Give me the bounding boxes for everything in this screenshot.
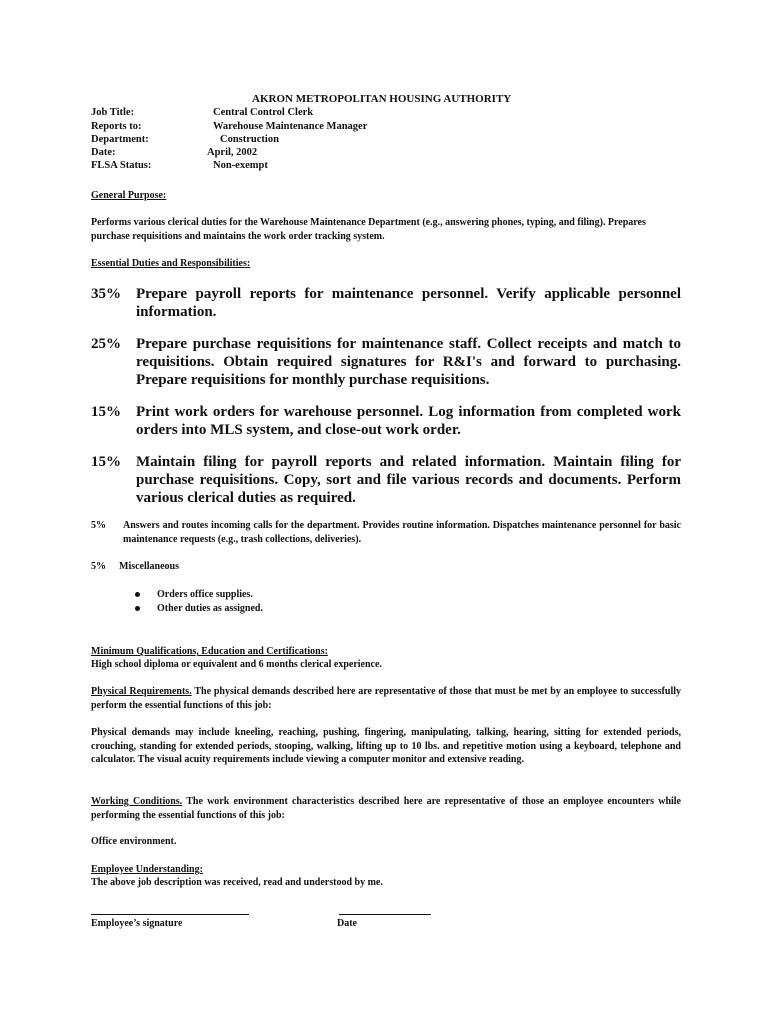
duty-percent: 5% bbox=[91, 520, 106, 531]
duty-percent: 5% bbox=[91, 561, 106, 572]
date-signature-line[interactable] bbox=[339, 914, 431, 915]
employee-signature-line[interactable] bbox=[91, 914, 249, 915]
working-text: Office environment. bbox=[91, 836, 177, 847]
duty-item bbox=[91, 285, 681, 321]
duty-item bbox=[91, 560, 681, 574]
duty-item bbox=[91, 519, 681, 546]
org-title: AKRON METROPOLITAN HOUSING AUTHORITY bbox=[252, 93, 512, 105]
reports-to-value: Warehouse Maintenance Manager bbox=[213, 121, 368, 132]
department-value: Construction bbox=[220, 134, 279, 145]
general-purpose-heading: General Purpose: bbox=[91, 190, 167, 201]
duty-text: Miscellaneous bbox=[119, 561, 179, 572]
job-title-label: Job Title: bbox=[91, 107, 135, 118]
duty-item bbox=[91, 335, 681, 389]
qualifications-heading: Minimum Qualifications, Education and Certifications: bbox=[91, 646, 328, 657]
working-intro: The work environment characteristics described here are representative of those an employee encounters while performing the essential functions of this job: bbox=[91, 796, 681, 821]
working-heading: Working Conditions. bbox=[91, 796, 183, 807]
list-item: Orders office supplies. bbox=[135, 588, 263, 602]
list-item: Other duties as assigned. bbox=[135, 602, 263, 616]
misc-bullet-list bbox=[135, 588, 263, 616]
reports-to-label: Reports to: bbox=[91, 121, 142, 132]
duty-text: Prepare purchase requisitions for maintenance staff. Collect receipts and match to requisitions. Obtain required signatures for R&I's and forward to purchasing. Prepare requisitions for monthly purchase requisitions. bbox=[136, 336, 681, 388]
general-purpose-text: Performs various clerical duties for the Warehouse Maintenance Department (e.g., answering phones, typing, and filing). Prepares purchase requisitions and maintains the work order tracking system. bbox=[91, 217, 646, 242]
duty-text: Prepare payroll reports for maintenance personnel. Verify applicable personnel information. bbox=[136, 286, 681, 320]
qualifications-text: High school diploma or equivalent and 6 months clerical experience. bbox=[91, 659, 382, 670]
flsa-label: FLSA Status: bbox=[91, 160, 152, 171]
duty-percent: 35% bbox=[91, 286, 121, 302]
job-title-value: Central Control Clerk bbox=[213, 107, 314, 118]
physical-intro: The physical demands described here are representative of those that must be met by an employee to successfully perform the essential functions of this job: bbox=[91, 686, 681, 711]
understanding-heading: Employee Understanding: bbox=[91, 864, 203, 875]
duty-percent: 15% bbox=[91, 404, 121, 420]
date-label: Date: bbox=[91, 147, 116, 158]
physical-heading: Physical Requirements. bbox=[91, 686, 192, 697]
duty-text: Print work orders for warehouse personnel. Log information from completed work orders into MLS system, and close-out work order. bbox=[136, 404, 681, 438]
duty-item bbox=[91, 453, 681, 507]
duty-percent: 25% bbox=[91, 336, 121, 352]
duty-text: Maintain filing for payroll reports and related information. Maintain filing for purchase requisitions. Copy, sort and file various records and documents. Perform various clerical duties as required. bbox=[136, 454, 681, 506]
date-value: April, 2002 bbox=[207, 147, 258, 158]
duties-heading: Essential Duties and Responsibilities: bbox=[91, 258, 251, 269]
duty-percent: 15% bbox=[91, 454, 121, 470]
physical-text: Physical demands may include kneeling, reaching, pushing, fingering, manipulating, talking, hearing, sitting for extended periods, crouching, standing for extended periods, stooping, walking, lifting up to 10 lbs. and repetitive motion using a keyboard, telephone and calculator. The visual acuity requirements include viewing a computer monitor and extensive reading. bbox=[91, 727, 681, 765]
duty-text: Answers and routes incoming calls for the department. Provides routine information. Dispatches maintenance personnel for basic maintenance requests (e.g., trash collections, deliveries). bbox=[123, 520, 681, 545]
department-label: Department: bbox=[91, 134, 149, 145]
duty-item bbox=[91, 403, 681, 439]
working-paragraph bbox=[91, 795, 681, 822]
physical-paragraph bbox=[91, 685, 681, 712]
employee-signature-label: Employee’s signature bbox=[91, 918, 183, 929]
date-signature-label: Date bbox=[337, 918, 357, 929]
flsa-value: Non-exempt bbox=[213, 160, 268, 171]
understanding-text: The above job description was received, read and understood by me. bbox=[91, 877, 383, 888]
